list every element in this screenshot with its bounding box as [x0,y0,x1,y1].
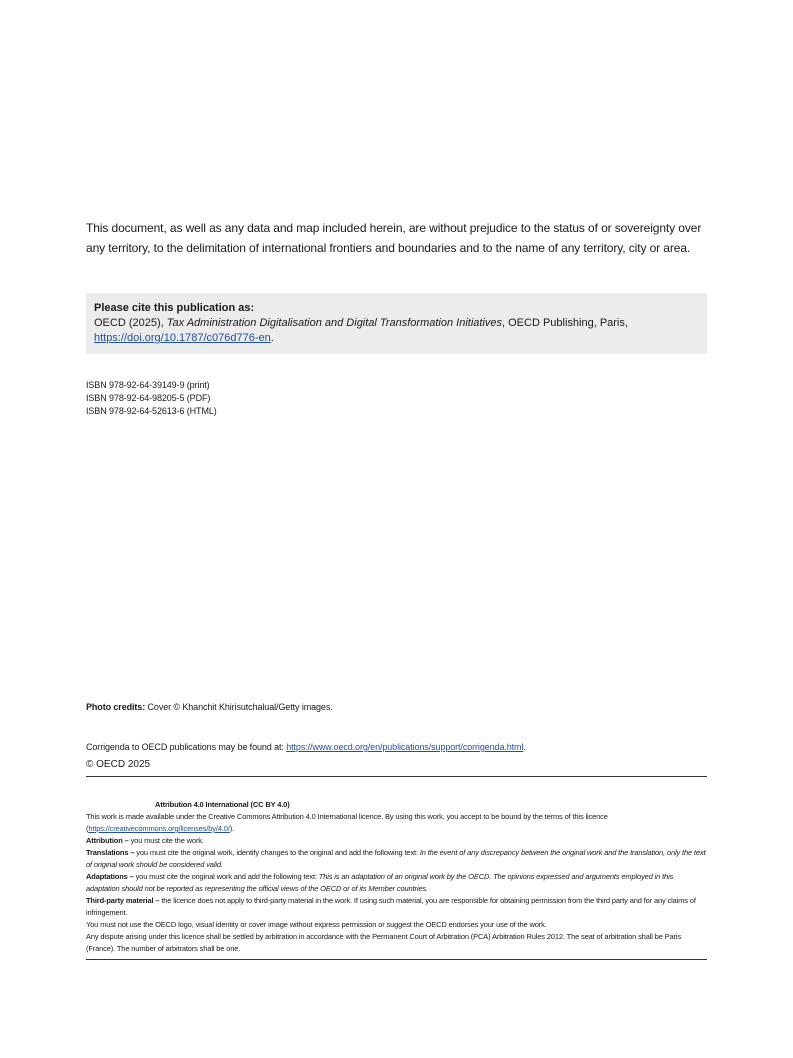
adaptations-italic: This is an adaptation of an original work by the OECD. The opinions expressed and arguments employed in this adaptation should not be reported as representing the official views of the OECD or of its Member countries. [86,872,674,893]
citation-title: Tax Administration Digitalisation and Digital Transformation Initiatives [166,317,502,329]
translations-italic: In the event of any discrepancy between the original work and the translation, only the text of original work should be considered valid. [86,848,706,869]
corrigenda-link[interactable]: https://www.oecd.org/en/publications/support/corrigenda.html [286,742,524,752]
licence-dispute: Any dispute arising under this licence shall be settled by arbitration in accordance with the Permanent Court of Arbitration (PCA) Arbitration Rules 2012. The seat of arbitration shall be Paris (France). The number of arbitrators shall be one. [86,932,681,953]
isbn-list [86,379,217,418]
citation-heading: Please cite this publication as: [94,302,255,314]
corrigenda-line [86,742,526,752]
citation-text [94,316,699,331]
attribution-text: you must cite the work. [128,836,204,845]
attribution-label: Attribution – [86,836,129,845]
thirdparty-text: the licence does not apply to third-party material in the work. If using such material, you are responsible for obtaining permission from the third party and for any claims of infringement. [86,896,696,917]
citation-doi-link[interactable]: https://doi.org/10.1787/c076d776-en [94,332,271,344]
citation-doi-end: . [270,332,274,344]
corrigenda-text: Corrigenda to OECD publications may be found at: [86,742,287,752]
licence-logo-notice: You must not use the OECD logo, visual identity or cover image without express permission or suggest the OECD endorses your use of the work. [86,920,547,929]
isbn-pdf: ISBN 978-92-64-98205-5 (PDF) [86,393,211,403]
divider-top [86,776,707,777]
licence-third-party [86,895,707,919]
licence-link[interactable]: https://creativecommons.org/licenses/by/4.0/ [88,824,230,833]
photo-credits-label: Photo credits: [86,702,146,712]
isbn-html: ISBN 978-92-64-52613-6 (HTML) [86,406,217,416]
citation-box [86,293,707,354]
divider-bottom [86,959,707,960]
translations-label: Translations – [86,848,135,857]
citation-prefix: OECD (2025), [94,317,167,329]
licence-block [86,799,707,955]
citation-doi-line [94,331,699,346]
isbn-print: ISBN 978-92-64-39149-9 (print) [86,380,210,390]
disclaimer-text: This document, as well as any data and map included herein, are without prejudice to the status of or sovereignty over any territory, to the delimitation of international frontiers and boundaries and to the name of any territory, city or area. [86,221,702,255]
licence-attribution [86,835,707,847]
licence-translations [86,847,707,871]
licence-intro-text: This work is made available under the Creative Commons Attribution 4.0 International licence. By using this work, you accept to be bound by the terms of this licence [86,812,608,821]
corrigenda-end: . [523,742,526,752]
adaptations-text: you must cite the original work and add the following text: [133,872,319,881]
licence-intro: This work is made available under the Creative Commons Attribution 4.0 International licence. By using this work, you accept to be bound by the terms of this licence (https://creativecommons.org/licenses/by/4.0/). [86,812,608,833]
thirdparty-label: Third-party material – [86,896,160,905]
citation-suffix: , OECD Publishing, Paris, [502,317,628,329]
copyright-notice: © OECD 2025 [86,759,151,770]
photo-credits [86,702,333,712]
licence-adaptations [86,871,707,895]
photo-credits-text: Cover © Khanchit Khirisutchalual/Getty images. [145,702,333,712]
translations-text: you must cite the original work, identify changes to the original and add the following text: [134,848,420,857]
licence-title: Attribution 4.0 International (CC BY 4.0) [155,800,290,809]
adaptations-label: Adaptations – [86,872,134,881]
